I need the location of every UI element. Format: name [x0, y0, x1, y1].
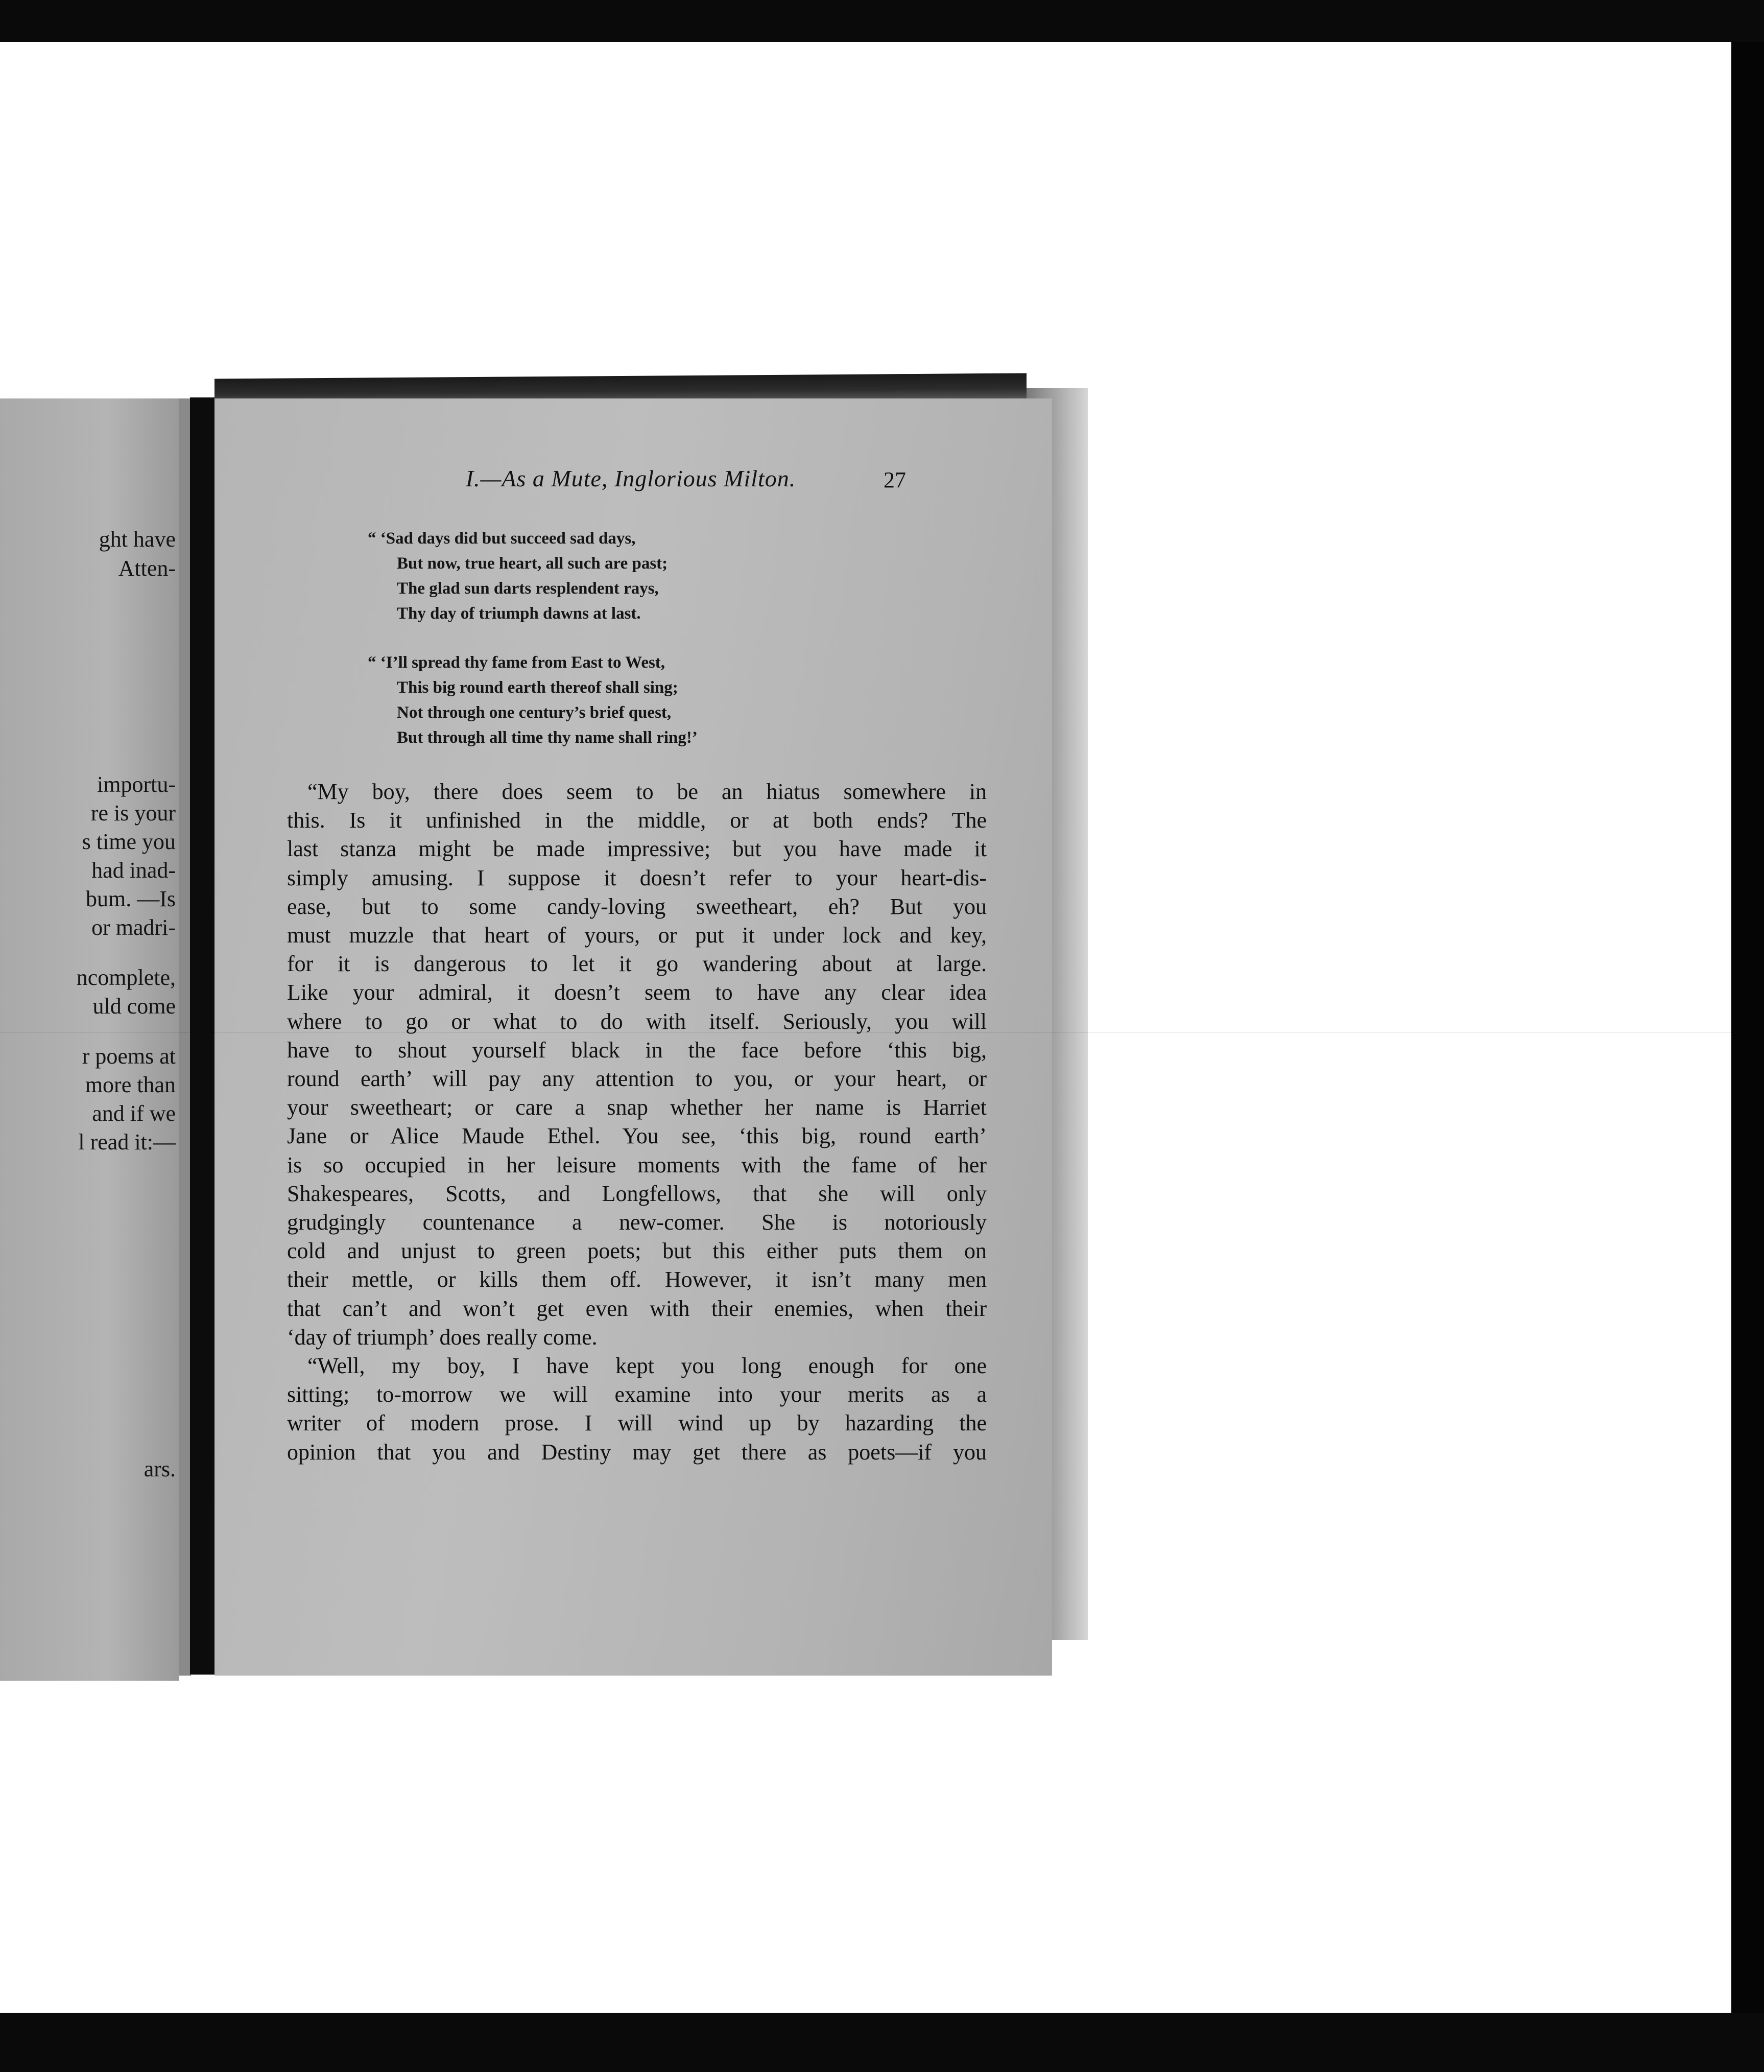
left-fragment: s time you — [82, 829, 176, 854]
prose-line: have to shout yourself black in the face before ‘this big, — [287, 1037, 987, 1063]
prose-line: must muzzle that heart of yours, or put it under lock and key, — [287, 923, 987, 948]
poem-line: “ ‘I’ll spread thy fame from East to West, — [368, 653, 665, 672]
left-page — [0, 398, 179, 1681]
prose-line: where to go or what to do with itself. Seriously, you will — [287, 1008, 987, 1034]
prose-line: writer of modern prose. I will wind up by hazarding the — [287, 1410, 987, 1436]
poem-stanza — [368, 526, 904, 626]
poem-line: But through all time thy name shall ring!’ — [397, 728, 698, 747]
prose-line: Jane or Alice Maude Ethel. You see, ‘this big, round earth’ — [287, 1123, 987, 1149]
prose-line: sitting; to-morrow we will examine into your merits as a — [287, 1382, 987, 1407]
left-fragment: r poems at — [82, 1044, 176, 1069]
scan-border-bottom — [0, 2013, 1764, 2072]
prose-line: “My boy, there does seem to be an hiatus somewhere in — [307, 779, 987, 804]
gutter — [179, 398, 191, 1676]
prose-line: Like your admiral, it doesn’t seem to have any clear idea — [287, 980, 987, 1005]
poem-line: But now, true heart, all such are past; — [397, 554, 668, 573]
right-page — [214, 398, 1052, 1676]
running-title: I.—As a Mute, Inglorious Milton. — [465, 465, 796, 491]
prose-line: that can’t and won’t get even with their enemies, when their — [287, 1296, 987, 1321]
prose-line: for it is dangerous to let it go wandering about at large. — [287, 951, 987, 977]
left-fragment: or madri- — [91, 915, 176, 940]
left-fragment: ars. — [144, 1456, 176, 1481]
prose-line: “Well, my boy, I have kept you long enough for one — [307, 1353, 987, 1379]
poem — [368, 526, 904, 774]
prose-body — [287, 778, 987, 1467]
prose-line: cold and unjust to green poets; but this either puts them on — [287, 1238, 987, 1264]
prose-line: ‘day of triumph’ does really come. — [287, 1324, 598, 1350]
page-number: 27 — [884, 467, 906, 492]
poem-line: “ ‘Sad days did but succeed sad days, — [368, 529, 636, 548]
poem-line: The glad sun darts resplendent rays, — [397, 579, 659, 598]
prose-line: Shakespeares, Scotts, and Longfellows, that she will only — [287, 1181, 987, 1206]
left-fragment: ncomplete, — [76, 965, 176, 990]
scan-border-top — [0, 0, 1764, 42]
prose-line: simply amusing. I suppose it doesn’t refer to your heart-dis- — [287, 865, 987, 890]
prose-line: ease, but to some candy-loving sweetheart, eh? But you — [287, 893, 987, 919]
prose-line: grudgingly countenance a new-comer. She is notoriously — [287, 1210, 987, 1235]
left-fragment: re is your — [90, 800, 176, 826]
prose-line: round earth’ will pay any attention to you, or your heart, or — [287, 1066, 987, 1092]
left-fragment: uld come — [92, 994, 176, 1019]
running-head — [214, 465, 1052, 501]
left-fragment: l read it:— — [78, 1129, 176, 1155]
poem-line: Not through one century’s brief quest, — [397, 703, 672, 722]
book-spine — [190, 397, 216, 1675]
poem-line: Thy day of triumph dawns at last. — [397, 604, 641, 623]
poem-stanza — [368, 650, 904, 750]
scan-border-right — [1731, 42, 1764, 2013]
prose-line: this. Is it unfinished in the middle, or at both ends? The — [287, 808, 987, 833]
poem-line: This big round earth thereof shall sing; — [397, 678, 678, 697]
left-fragment: had inad- — [91, 858, 176, 883]
left-fragment: importu- — [97, 772, 176, 797]
left-fragment: more than — [85, 1072, 176, 1097]
scan-fold-line — [0, 1032, 1764, 1033]
left-fragment: ght have — [99, 527, 176, 552]
prose-line: opinion that you and Destiny may get there as poets—if you — [287, 1439, 987, 1465]
prose-line: is so occupied in her leisure moments with the fame of her — [287, 1152, 987, 1178]
left-fragment: bum. —Is — [86, 886, 176, 911]
prose-line: last stanza might be made impressive; but you have made it — [287, 836, 987, 862]
prose-line: their mettle, or kills them off. However, it isn’t many men — [287, 1267, 987, 1292]
left-fragment: Atten- — [118, 556, 176, 581]
prose-line: your sweetheart; or care a snap whether her name is Harriet — [287, 1095, 987, 1120]
left-fragment: and if we — [92, 1101, 176, 1126]
